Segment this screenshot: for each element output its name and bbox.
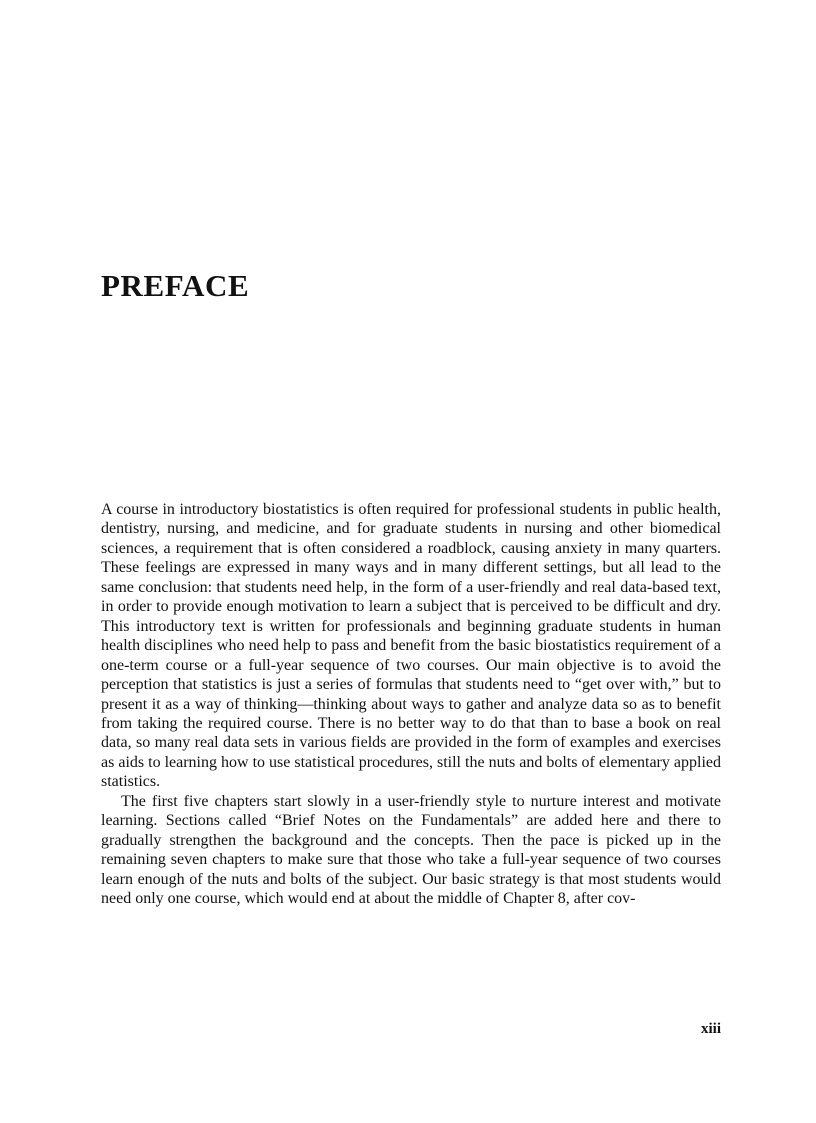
paragraph-2: The first five chapters start slowly in a user-friendly style to nurture interest and motivate learning. Sections called “Brief Notes on the Fundamentals” are added here and there to gradually strengthen the background and the concepts. Then the pace is picked up in the remaining seven chapters to make sure that those who take a full-year sequence of two courses learn enough of the nuts and bolts of the subject. Our basic strategy is that most students would need only one course, which would end at about the middle of Chapter 8, after cov- <box>101 792 721 908</box>
paragraph-1: A course in introductory biostatistics is often required for professional students in public health, dentistry, nursing, and medicine, and for graduate students in nursing and other biomedical sciences, a requirement that is often considered a roadblock, causing anxiety in many quarters. These feelings are expressed in many ways and in many different settings, but all lead to the same conclusion: that students need help, in the form of a user-friendly and real data-based text, in order to provide enough motivation to learn a subject that is perceived to be difficult and dry. This introductory text is written for professionals and beginning graduate students in human health disciplines who need help to pass and benefit from the basic biostatistics requirement of a one-term course or a full-​year sequence of two courses. Our main objective is to avoid the perception that statistics is just a series of formulas that students need to “get over with,” but to present it as a way of thinking—thinking about ways to gather and analyze data so as to benefit from taking the required course. There is no better way to do that than to base a book on real data, so many real data sets in various fields are provided in the form of examples and exercises as aids to learning how to use statistical procedures, still the nuts and bolts of elementary applied statistics. <box>101 501 721 791</box>
page-title: PREFACE <box>101 268 250 303</box>
body-text <box>101 500 721 909</box>
page-number: xiii <box>700 1021 721 1037</box>
